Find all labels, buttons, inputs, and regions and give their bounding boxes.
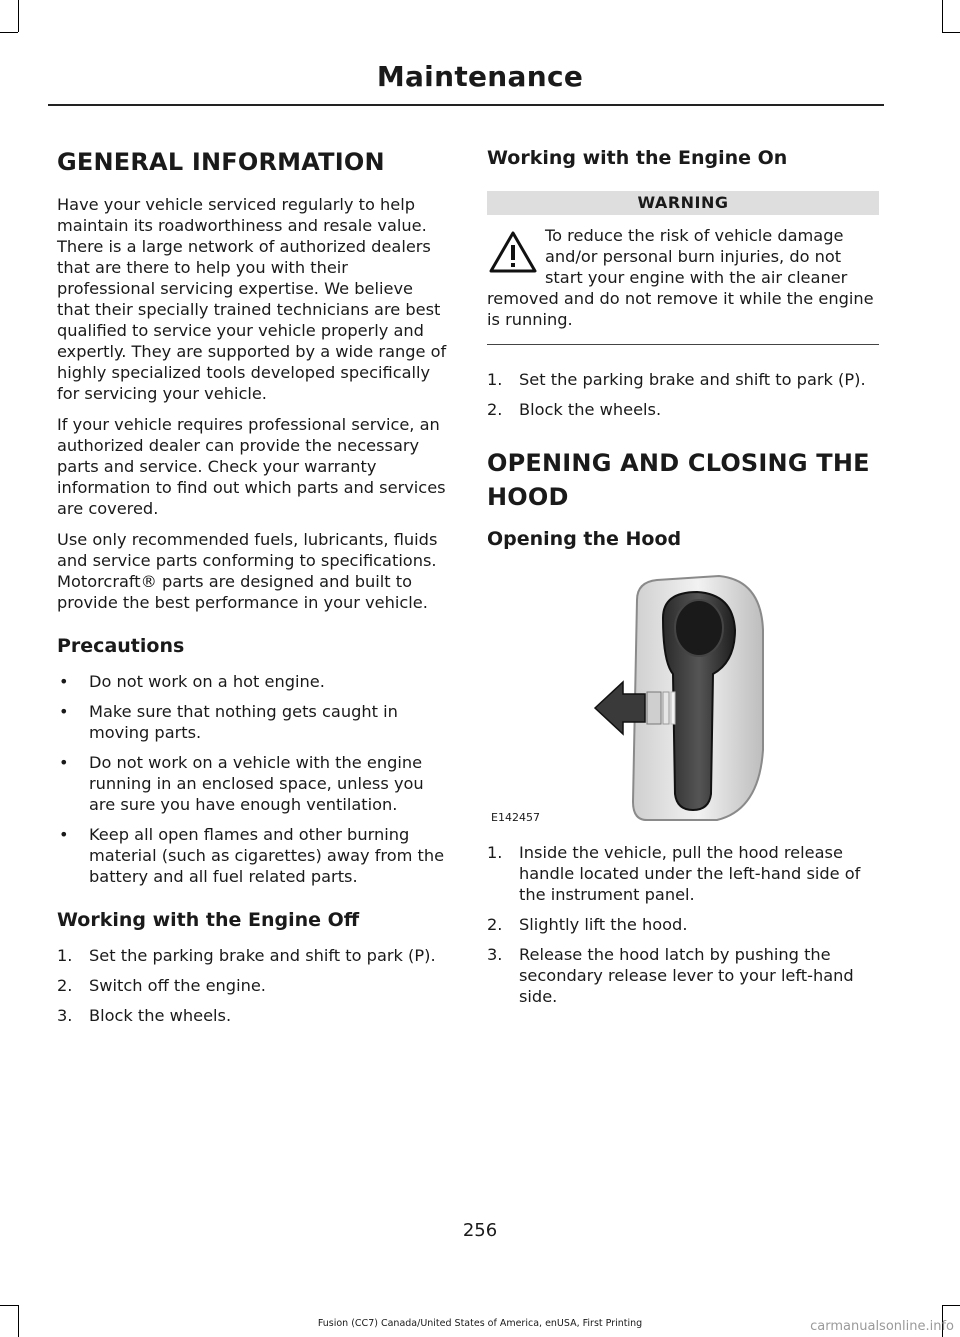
opening-hood-heading: Opening the Hood: [487, 528, 682, 550]
warning-label: WARNING: [487, 191, 879, 215]
crop-mark: [0, 32, 18, 33]
crop-mark: [0, 1305, 18, 1306]
page-number: 256: [462, 1220, 498, 1241]
list-item: 2. Switch off the engine.: [57, 976, 266, 995]
list-item: 2. Block the wheels.: [487, 400, 662, 419]
hood-release-handle-illustration: [487, 570, 879, 830]
page-title: Maintenance: [376, 60, 584, 93]
paragraph: Use only recommended fuels, lubricants, fluids and service parts conforming to specifications. Motorcraft® parts are designed and built to provide the best performance in your vehicle.: [57, 530, 438, 612]
list-item: • Do not work on a vehicle with the engine running in an enclosed space, unless you are sure you have enough ventilation.: [59, 753, 424, 814]
list-item: 2. Slightly lift the hood.: [487, 915, 688, 934]
engine-off-heading: Working with the Engine Off: [57, 909, 360, 931]
bullet-mark: •: [59, 825, 69, 844]
figure-code: E142457: [491, 811, 540, 824]
engine-on-heading: Working with the Engine On: [487, 147, 788, 169]
crop-mark: [942, 1305, 960, 1306]
list-item: • Keep all open flames and other burning material (such as cigarettes) away from the battery and all fuel related parts.: [59, 825, 445, 886]
list-item: 1. Inside the vehicle, pull the hood release handle located under the left-hand side of the instrument panel.: [487, 843, 861, 904]
list-item: 1. Set the parking brake and shift to park (P).: [487, 370, 866, 389]
bullet-mark: •: [59, 702, 69, 721]
left-column: [57, 140, 449, 1026]
header-rule: [48, 104, 884, 106]
watermark: carmanualsonline.info: [810, 1319, 954, 1334]
general-information-heading: GENERAL INFORMATION: [57, 148, 385, 176]
bullet-mark: •: [59, 672, 69, 691]
warning-text: To reduce the risk of vehicle damage and/or personal burn injuries, do not start your engine with the air cleaner removed and do not remove it while the engine is running.: [487, 226, 874, 329]
list-item: 3. Release the hood latch by pushing the secondary release lever to your left-hand side.: [487, 945, 854, 1006]
right-column: [487, 140, 879, 1007]
precautions-list: [57, 671, 449, 887]
opening-hood-steps: [487, 842, 879, 1007]
list-item: 3. Block the wheels.: [57, 1006, 232, 1025]
crop-mark: [18, 0, 19, 32]
hood-heading: OPENING AND CLOSING THE HOOD: [487, 449, 870, 511]
warning-box: [487, 225, 879, 330]
crop-mark: [942, 32, 960, 33]
paragraph: If your vehicle requires professional service, an authorized dealer can provide the necessary parts and service. Check your warranty information to find out which parts and services are covered.: [57, 415, 446, 518]
precautions-heading: Precautions: [57, 635, 185, 657]
warning-divider: [487, 344, 879, 345]
hood-release-figure: [487, 570, 879, 830]
bullet-mark: •: [59, 753, 69, 772]
list-item: • Do not work on a hot engine.: [59, 672, 325, 691]
paragraph: Have your vehicle serviced regularly to help maintain its roadworthiness and resale value. There is a large network of authorized dealers that are there to help you with their professional servicing expertise. We believe that their specially trained technicians are best qualified to service your vehicle properly and expertly. They are supported by a wide range of highly specialized tools developed specifically for servicing your vehicle.: [57, 195, 447, 403]
engine-on-steps: [487, 369, 879, 420]
list-item: • Make sure that nothing gets caught in moving parts.: [59, 702, 398, 742]
warning-triangle-icon: [487, 227, 539, 279]
engine-off-steps: [57, 945, 449, 1026]
crop-mark: [942, 0, 943, 32]
list-item: 1. Set the parking brake and shift to park (P).: [57, 946, 436, 965]
document-info: Fusion (CC7) Canada/United States of America, enUSA, First Printing: [317, 1318, 643, 1329]
